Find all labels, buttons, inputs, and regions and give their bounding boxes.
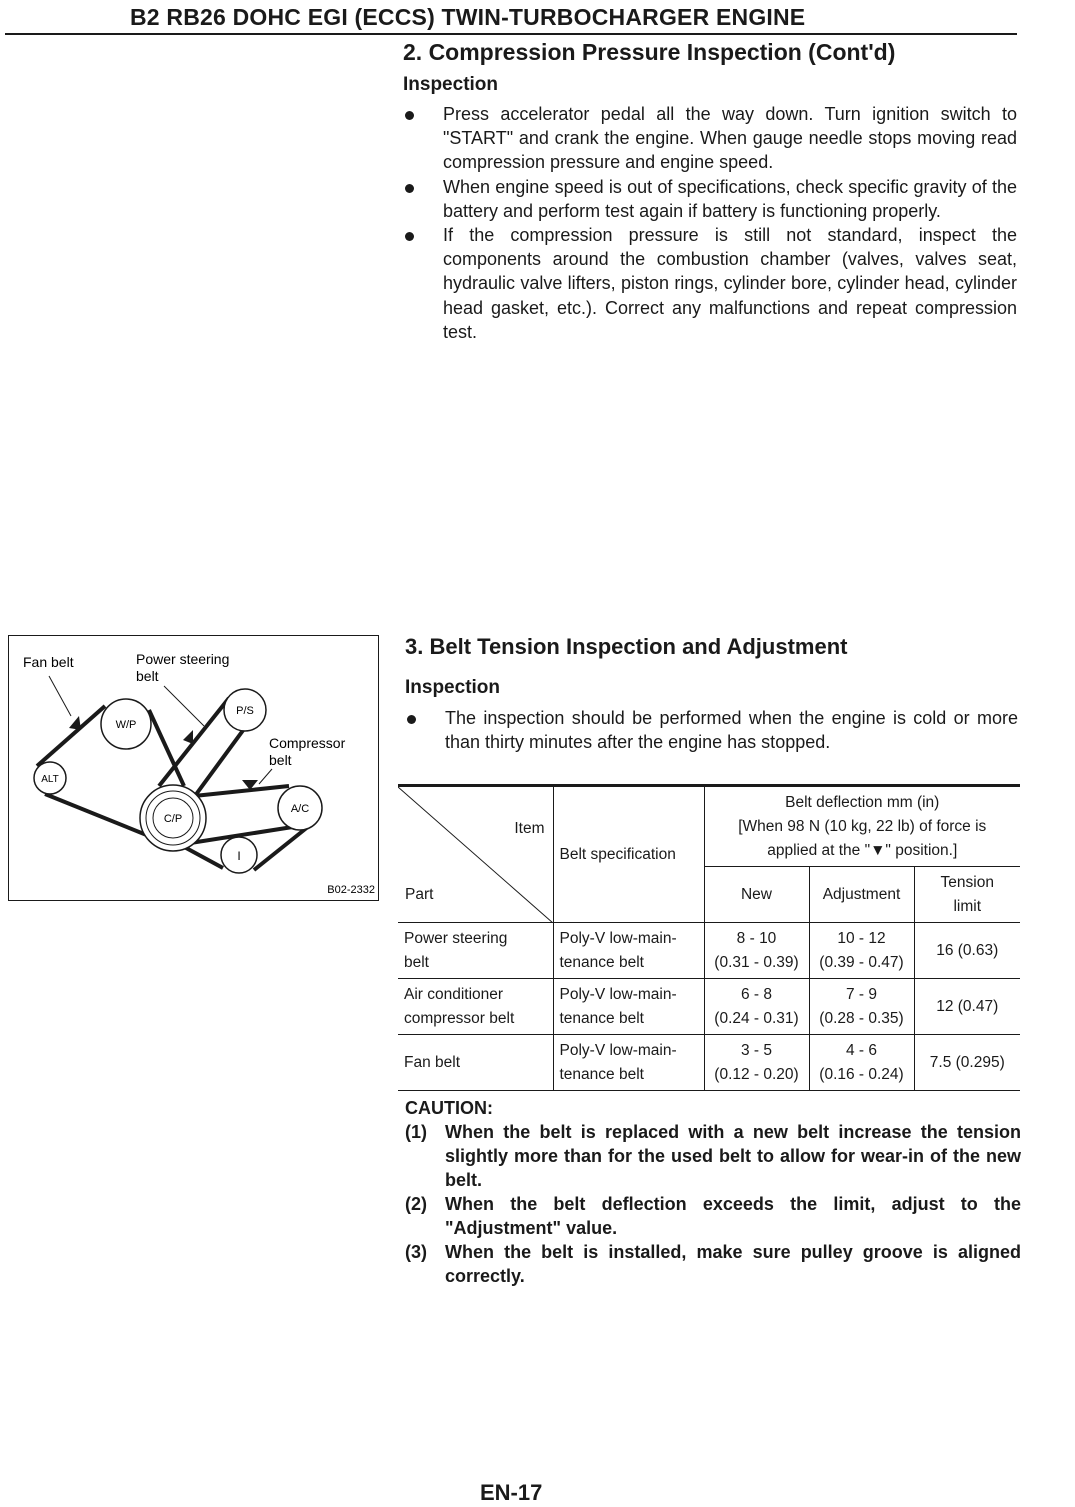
cell-adj-line: (0.28 - 0.35) (819, 1009, 904, 1027)
caution-list (405, 1120, 1021, 1288)
cell-new-line: (0.31 - 0.39) (714, 953, 799, 971)
fig-label-fan-belt: Fan belt (23, 654, 74, 670)
cell-spec-line: tenance belt (559, 1065, 644, 1083)
header-deflection-line-1: Belt deflection mm (in) (785, 793, 940, 811)
header-deflection-line-3: applied at the "▼" position.] (767, 841, 958, 859)
header-deflection (704, 787, 1020, 867)
caution-item (405, 1192, 1021, 1240)
cell-limit: 7.5 (0.295) (914, 1035, 1020, 1091)
caution-heading: CAUTION: (405, 1098, 493, 1118)
cell-limit: 16 (0.63) (914, 923, 1020, 979)
cell-adj-line: 10 - 12 (837, 929, 886, 947)
section-3-title: 3. Belt Tension Inspection and Adjustment (405, 634, 848, 659)
table-row (398, 923, 1020, 979)
cell-part-line: compressor belt (404, 1009, 515, 1027)
bullet-item (401, 175, 1017, 223)
caution-item-text: When the belt deflection exceeds the limit, adjust to the "Adjustment" value. (445, 1194, 1021, 1238)
caution-block (405, 1096, 1021, 1288)
section-3-bullet-list (403, 706, 1018, 754)
cell-spec-line: tenance belt (559, 1009, 644, 1027)
section-2-subheading: Inspection (403, 74, 499, 95)
figure-code: B02-2332 (327, 884, 375, 896)
section-2-title: 2. Compression Pressure Inspection (Cont'd) (403, 39, 896, 65)
cell-adjustment (809, 979, 914, 1035)
pulley-label-alt: ALT (41, 774, 59, 785)
cell-new-line: 6 - 8 (740, 985, 772, 1003)
cell-spec-line: Poly-V low-main- (559, 1041, 677, 1059)
cell-spec (553, 1035, 704, 1091)
bullet-text: Press accelerator pedal all the way down. Turn ignition switch to "START" and crank the engine. When gauge needle stops moving read compression pressure and engine speed. (443, 104, 1017, 173)
cell-part (398, 979, 553, 1035)
belt-routing-figure (8, 635, 379, 901)
bullet-icon (407, 715, 416, 724)
pulley-label-ac: A/C (290, 803, 310, 815)
bullet-text: If the compression pressure is still not standard, inspect the components around the combustion chamber (valves, valves seat, hydraulic valve lifters, piston rings, cylinder bore, cylinder head, cylinder head gasket, etc.). Correct any malfunctions and repeat compression test. (443, 225, 1017, 342)
cell-spec (553, 923, 704, 979)
cell-new (704, 979, 809, 1035)
fig-label-compressor-2: belt (269, 752, 292, 768)
leader-line-fan-belt (49, 676, 71, 716)
bullet-text: The inspection should be performed when the engine is cold or more than thirty minutes after the engine has stopped. (445, 708, 1018, 753)
bullet-item (403, 706, 1018, 754)
belt-deflection-table (398, 786, 1020, 1091)
caution-item-text: When the belt is installed, make sure pulley groove is aligned correctly. (445, 1242, 1021, 1286)
caution-item-number: (3) (405, 1242, 427, 1262)
pulley-label-cp: C/P (163, 813, 183, 825)
cell-new-line: 8 - 10 (736, 929, 777, 947)
page-header-title: B2 RB26 DOHC EGI (ECCS) TWIN-TURBOCHARGER ENGINE (130, 4, 806, 30)
bullet-icon (405, 232, 414, 241)
cell-part-line: belt (404, 953, 429, 971)
deflection-arrow-icon (69, 716, 81, 730)
cell-adj-line: (0.39 - 0.47) (819, 953, 904, 971)
cell-spec-line: Poly-V low-main- (559, 929, 677, 947)
cell-part-line: Air conditioner (404, 985, 504, 1003)
pulley-label-wp: W/P (115, 719, 137, 731)
caution-item (405, 1240, 1021, 1288)
cell-adj-line: 4 - 6 (845, 1041, 877, 1059)
header-deflection-line-2: [When 98 N (10 kg, 22 lb) of force is (738, 817, 987, 835)
caution-item-number: (1) (405, 1122, 427, 1142)
leader-line-compressor-belt (259, 769, 272, 784)
header-tension-limit (914, 867, 1020, 923)
cell-limit: 12 (0.47) (914, 979, 1020, 1035)
cell-part-line: Fan belt (404, 1053, 461, 1071)
fig-label-ps-belt-1: Power steering (136, 651, 230, 667)
cell-spec-line: Poly-V low-main- (559, 985, 677, 1003)
fig-label-compressor-1: Compressor (269, 735, 346, 751)
caution-item-number: (2) (405, 1194, 427, 1214)
pulley-label-i: I (237, 849, 241, 863)
table-row (398, 979, 1020, 1035)
bullet-item (401, 223, 1017, 344)
table-row (398, 1035, 1020, 1091)
cell-adj-line: (0.16 - 0.24) (819, 1065, 904, 1083)
header-tension-line-2: limit (953, 897, 982, 915)
cell-part (398, 1035, 553, 1091)
leader-line-ps-belt (164, 686, 204, 726)
header-new: New (704, 867, 809, 923)
table-corner-cell (398, 787, 553, 923)
header-tension-line-1: Tension (940, 873, 994, 891)
pulley-label-ps: P/S (236, 705, 254, 717)
cell-new (704, 1035, 809, 1091)
bullet-icon (405, 184, 414, 193)
section-3-subheading: Inspection (405, 677, 501, 698)
cell-spec-line: tenance belt (559, 953, 644, 971)
ps-belt-line (159, 698, 229, 786)
cell-new (704, 923, 809, 979)
header-adjustment: Adjustment (809, 867, 914, 923)
bullet-text: When engine speed is out of specifications, check specific gravity of the battery and perform test again if battery is functioning properly. (443, 176, 1017, 221)
header-belt-spec: Belt specification (553, 787, 704, 923)
page-number: EN-17 (480, 1480, 543, 1505)
fig-label-ps-belt-2: belt (136, 668, 159, 684)
header-rule (5, 33, 1017, 35)
cell-new-line: 3 - 5 (740, 1041, 772, 1059)
ac-belt-line (194, 786, 289, 796)
cell-adjustment (809, 1035, 914, 1091)
cell-adjustment (809, 923, 914, 979)
cell-new-line: (0.12 - 0.20) (714, 1065, 799, 1083)
deflection-arrow-icon (183, 730, 193, 744)
fan-belt-line (45, 794, 149, 836)
bullet-icon (405, 111, 414, 120)
section-2-bullet-list (401, 102, 1017, 344)
cell-part-line: Power steering (404, 929, 508, 947)
cell-new-line: (0.24 - 0.31) (714, 1009, 799, 1027)
caution-item-text: When the belt is replaced with a new belt increase the tension slightly more than for the used belt to allow for wear-in of the new belt. (445, 1122, 1021, 1190)
corner-part-label: Part (405, 886, 434, 903)
table-header-row (398, 787, 1020, 867)
corner-item-label: Item (514, 820, 545, 837)
cell-spec (553, 979, 704, 1035)
cell-adj-line: 7 - 9 (845, 985, 877, 1003)
cell-part (398, 923, 553, 979)
caution-item (405, 1120, 1021, 1192)
bullet-item (401, 102, 1017, 175)
